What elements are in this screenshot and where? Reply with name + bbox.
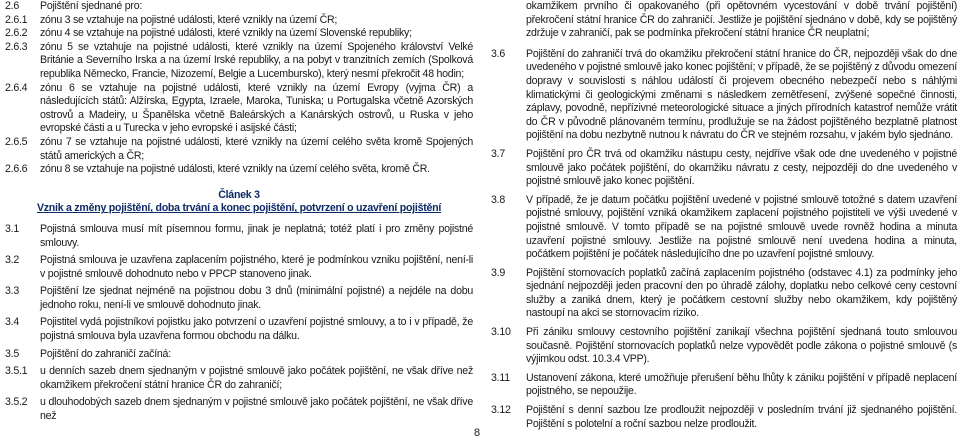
clause-item (491, 267, 957, 321)
clause-number: 3.9 (491, 266, 505, 279)
clause-text: zónu 5 se vztahuje na pojistné události, které vznikly na území Spojeného království Velké Británie a Severního Irska a na území Irské republiky, a na pobyt v tranzitních zemích (Spolková republika Německo, Francie, Nizozemí, Belgie a Lucembursko), který nesmí překročit 48 hodin; (40, 40, 473, 80)
clause-item (5, 0, 473, 14)
article-title: Článek 3 (218, 188, 260, 201)
clause-text: zónu 4 se vztahuje na pojistné události, které vznikly na území Slovenské republiky; (40, 27, 412, 40)
clause-number: 3.8 (491, 193, 505, 206)
article-clauses-right (491, 48, 957, 431)
right-column (491, 0, 957, 431)
clause-item (5, 365, 473, 392)
clause-number: 3.4 (5, 316, 19, 329)
clause-item (5, 348, 473, 362)
clause-text: zónu 3 se vztahuje na pojistné události, které vznikly na území ČR; (40, 13, 338, 26)
clause-item (5, 27, 473, 41)
clause-item (491, 48, 957, 143)
clause-item (5, 223, 473, 250)
clause-number: 3.5 (5, 347, 19, 360)
clause-number: 2.6.6 (5, 163, 28, 176)
clause-item (5, 254, 473, 281)
clause-text: Ustanovení zákona, které umožňuje přerušení běhu lhůty k zániku pojištění v případě neplacení pojistného, se nepoužije. (526, 371, 957, 398)
clause-number: 2.6.1 (5, 13, 28, 26)
clause-item (5, 82, 473, 136)
clause-text: Při zániku smlouvy cestovního pojištění zanikají všechna pojištění sjednaná touto smlouvou současně. Pojištění stornovacích poplatků nelze vypovědět podle zákona o pojistné smlouvě (s výjimkou odst. 10.3.4 VPP). (526, 326, 957, 366)
clause-text: zónu 6 se vztahuje na pojistné události, které vznikly na území Evropy (vyjma ČR) a následujících států: Alžírska, Egypta, Izraele, Maroka, Tuniska; u Portugalska včetně Azorských ostrovů a Madeiry, u Španělska včetně Baleárských a Kanárských ostrovů, u Ruska v jeho evropské části a u Turecka v jeho evropské i asijské části; (40, 81, 473, 135)
clause-text: Pojistná smlouva musí mít písemnou formu, jinak je neplatná; totéž platí i pro změny pojistné smlouvy. (40, 222, 473, 249)
clause-number: 2.6.5 (5, 135, 28, 148)
clause-number: 3.12 (491, 404, 511, 417)
left-column (5, 0, 473, 424)
clause-text: Pojištění pro ČR trvá od okamžiku nástupu cesty, nejdříve však ode dne uvedeného v pojistné smlouvě jako počátek pojištění, do okamžiku návratu z cesty, nejpozději do dne uvedeného v pojistné smlouvě jako konec pojištění. (526, 147, 957, 188)
clause-text: Pojištění do zahraničí začíná: (40, 347, 171, 360)
zone-list (5, 0, 473, 177)
clause-text: Pojištění stornovacích poplatků začíná zaplacením pojistného (odstavec 4.1) za podmínky jeho sjednání nejpozději jeden pracovní den po úhradě zálohy, doplatku nebo celkové ceny cestovní služby a zaniká dnem, který je počátkem cestovní služby nebo okamžikem, kdy pojištěný nastoupí na akci se stornovacím riziko. (526, 266, 957, 320)
clause-item (5, 136, 473, 163)
clause-number: 2.6.3 (5, 40, 28, 53)
clause-item (5, 285, 473, 312)
clause-text: u denních sazeb dnem sjednaným v pojistné smlouvě jako počátek pojištění, ne však dříve než okamžikem překročení státní hranice ČR do zahraničí; (40, 365, 473, 391)
clause-item (5, 163, 473, 177)
clause-number: 2.6.4 (5, 81, 28, 94)
clause-number: 2.6 (5, 0, 19, 12)
clause-number: 3.11 (491, 371, 510, 384)
clause-item (491, 326, 957, 367)
clause-text: u dlouhodobých sazeb dnem sjednaným v pojistné smlouvě jako počátek pojištění, ne však dříve než (40, 396, 473, 423)
article-heading (5, 189, 473, 216)
article-subtitle: Vznik a změny pojištění, doba trvání a konec pojištění, potvrzení o uzavření pojištění (36, 202, 442, 215)
clause-item (491, 404, 957, 431)
clause-item (491, 194, 957, 262)
clause-number: 3.3 (5, 285, 19, 298)
clause-number: 2.6.2 (5, 27, 28, 40)
clause-text: zónu 7 se vztahuje na pojistné události, které vznikly na území celého světa kromě Spojených států amerických a ČR; (40, 135, 473, 162)
clause-text: Pojištění sjednané pro: (40, 0, 143, 12)
clause-text: zónu 8 se vztahuje na pojistné události, které vznikly na území celého světa, kromě ČR. (40, 163, 430, 176)
clause-item (5, 316, 473, 343)
clause-number: 3.6 (491, 47, 505, 60)
clause-number: 3.5.1 (5, 365, 28, 378)
clause-text: Pojištění s denní sazbou lze prodloužit nejpozději v posledním trvání již sjednaného pojištění. Pojištění s polotelní a roční sazbou nelze prodloužit. (526, 404, 957, 430)
clause-text: Pojištění lze sjednat nejméně na pojistnou dobu 3 dnů (minimální pojistné) a nejdéle na dobu jednoho roku, není-li ve smlouvě dohodnuto jinak. (40, 285, 473, 311)
clause-item (5, 396, 473, 423)
clause-text: Pojistná smlouva je uzavřena zaplacením pojistného, které je podmínkou vzniku pojištění, není-li v pojistné smlouvě dohodnuto nebo v PPCP stanoveno jinak. (40, 254, 473, 280)
clause-number: 3.7 (491, 147, 505, 160)
clause-number: 3.1 (5, 222, 19, 235)
clause-text: V případě, že je datum počátku pojištění uvedené v pojistné smlouvě totožné s datem uzavření pojistné smlouvy, pojištění vzniká okamžikem zaplacení pojistného pojistiteli ve výši uvedené v pojistné smlouvě. V tomto případě se na pojistné smlouvě uvede rovněž hodina a minuta uzavření pojistné smlouvy. Jestliže na pojistné smlouvě není uvedena hodina a minuta, počátkem pojištění je počátek následujícího dne po uzavření pojistné smlouvy. (526, 193, 957, 261)
article-clauses-left (5, 223, 473, 424)
page-number: 8 (474, 427, 481, 439)
clause-text: Pojistitel vydá pojistníkovi pojistku jako potvrzení o uzavření pojistné smlouvy, a to i v případě, že pojistná smlouva byla uzavřena formou obchodu na dálku. (40, 316, 473, 343)
clause-continuation: okamžikem prvního či opakovaného (při opětovném vycestování v době trvání pojištění) překročení státní hranice ČR do zahraničí. Jestliže je pojištění sjednáno v době, kdy se pojištěný zdržuje v zahraničí, pak se podmínka překročení státní hranice ČR neuplatní; (526, 0, 957, 40)
clause-item (5, 41, 473, 82)
clause-number: 3.2 (5, 254, 19, 267)
clause-text: Pojištění do zahraničí trvá do okamžiku překročení státní hranice do ČR, nejpozději však do dne uvedeného v pojistné smlouvě jako konec pojištění; v případě, že se pojištěný z důvodu omezení dopravy v souvislosti s náhlou událostí či projevem obecného nebezpečí nebo s náhlými klimatickými či geologickými změnami s následkem zemětřesení, zvýšené sopečné činnosti, záplavy, povodně, nepřízivné meteorologické situace a jiných přírodních katastrof nemůže vrátit do ČR v původně plánovaném termínu, prodlužuje se na žádost pojištěného bezplatně platnost pojištění na dobu nezbytně nutnou k návratu do ČR ve stejném rozsahu, v jakém bylo sjednáno. (526, 47, 957, 142)
clause-number: 3.5.2 (5, 396, 28, 409)
clause-item (491, 148, 957, 189)
clause-item (491, 372, 957, 399)
clause-item (5, 14, 473, 28)
clause-number: 3.10 (491, 326, 511, 339)
